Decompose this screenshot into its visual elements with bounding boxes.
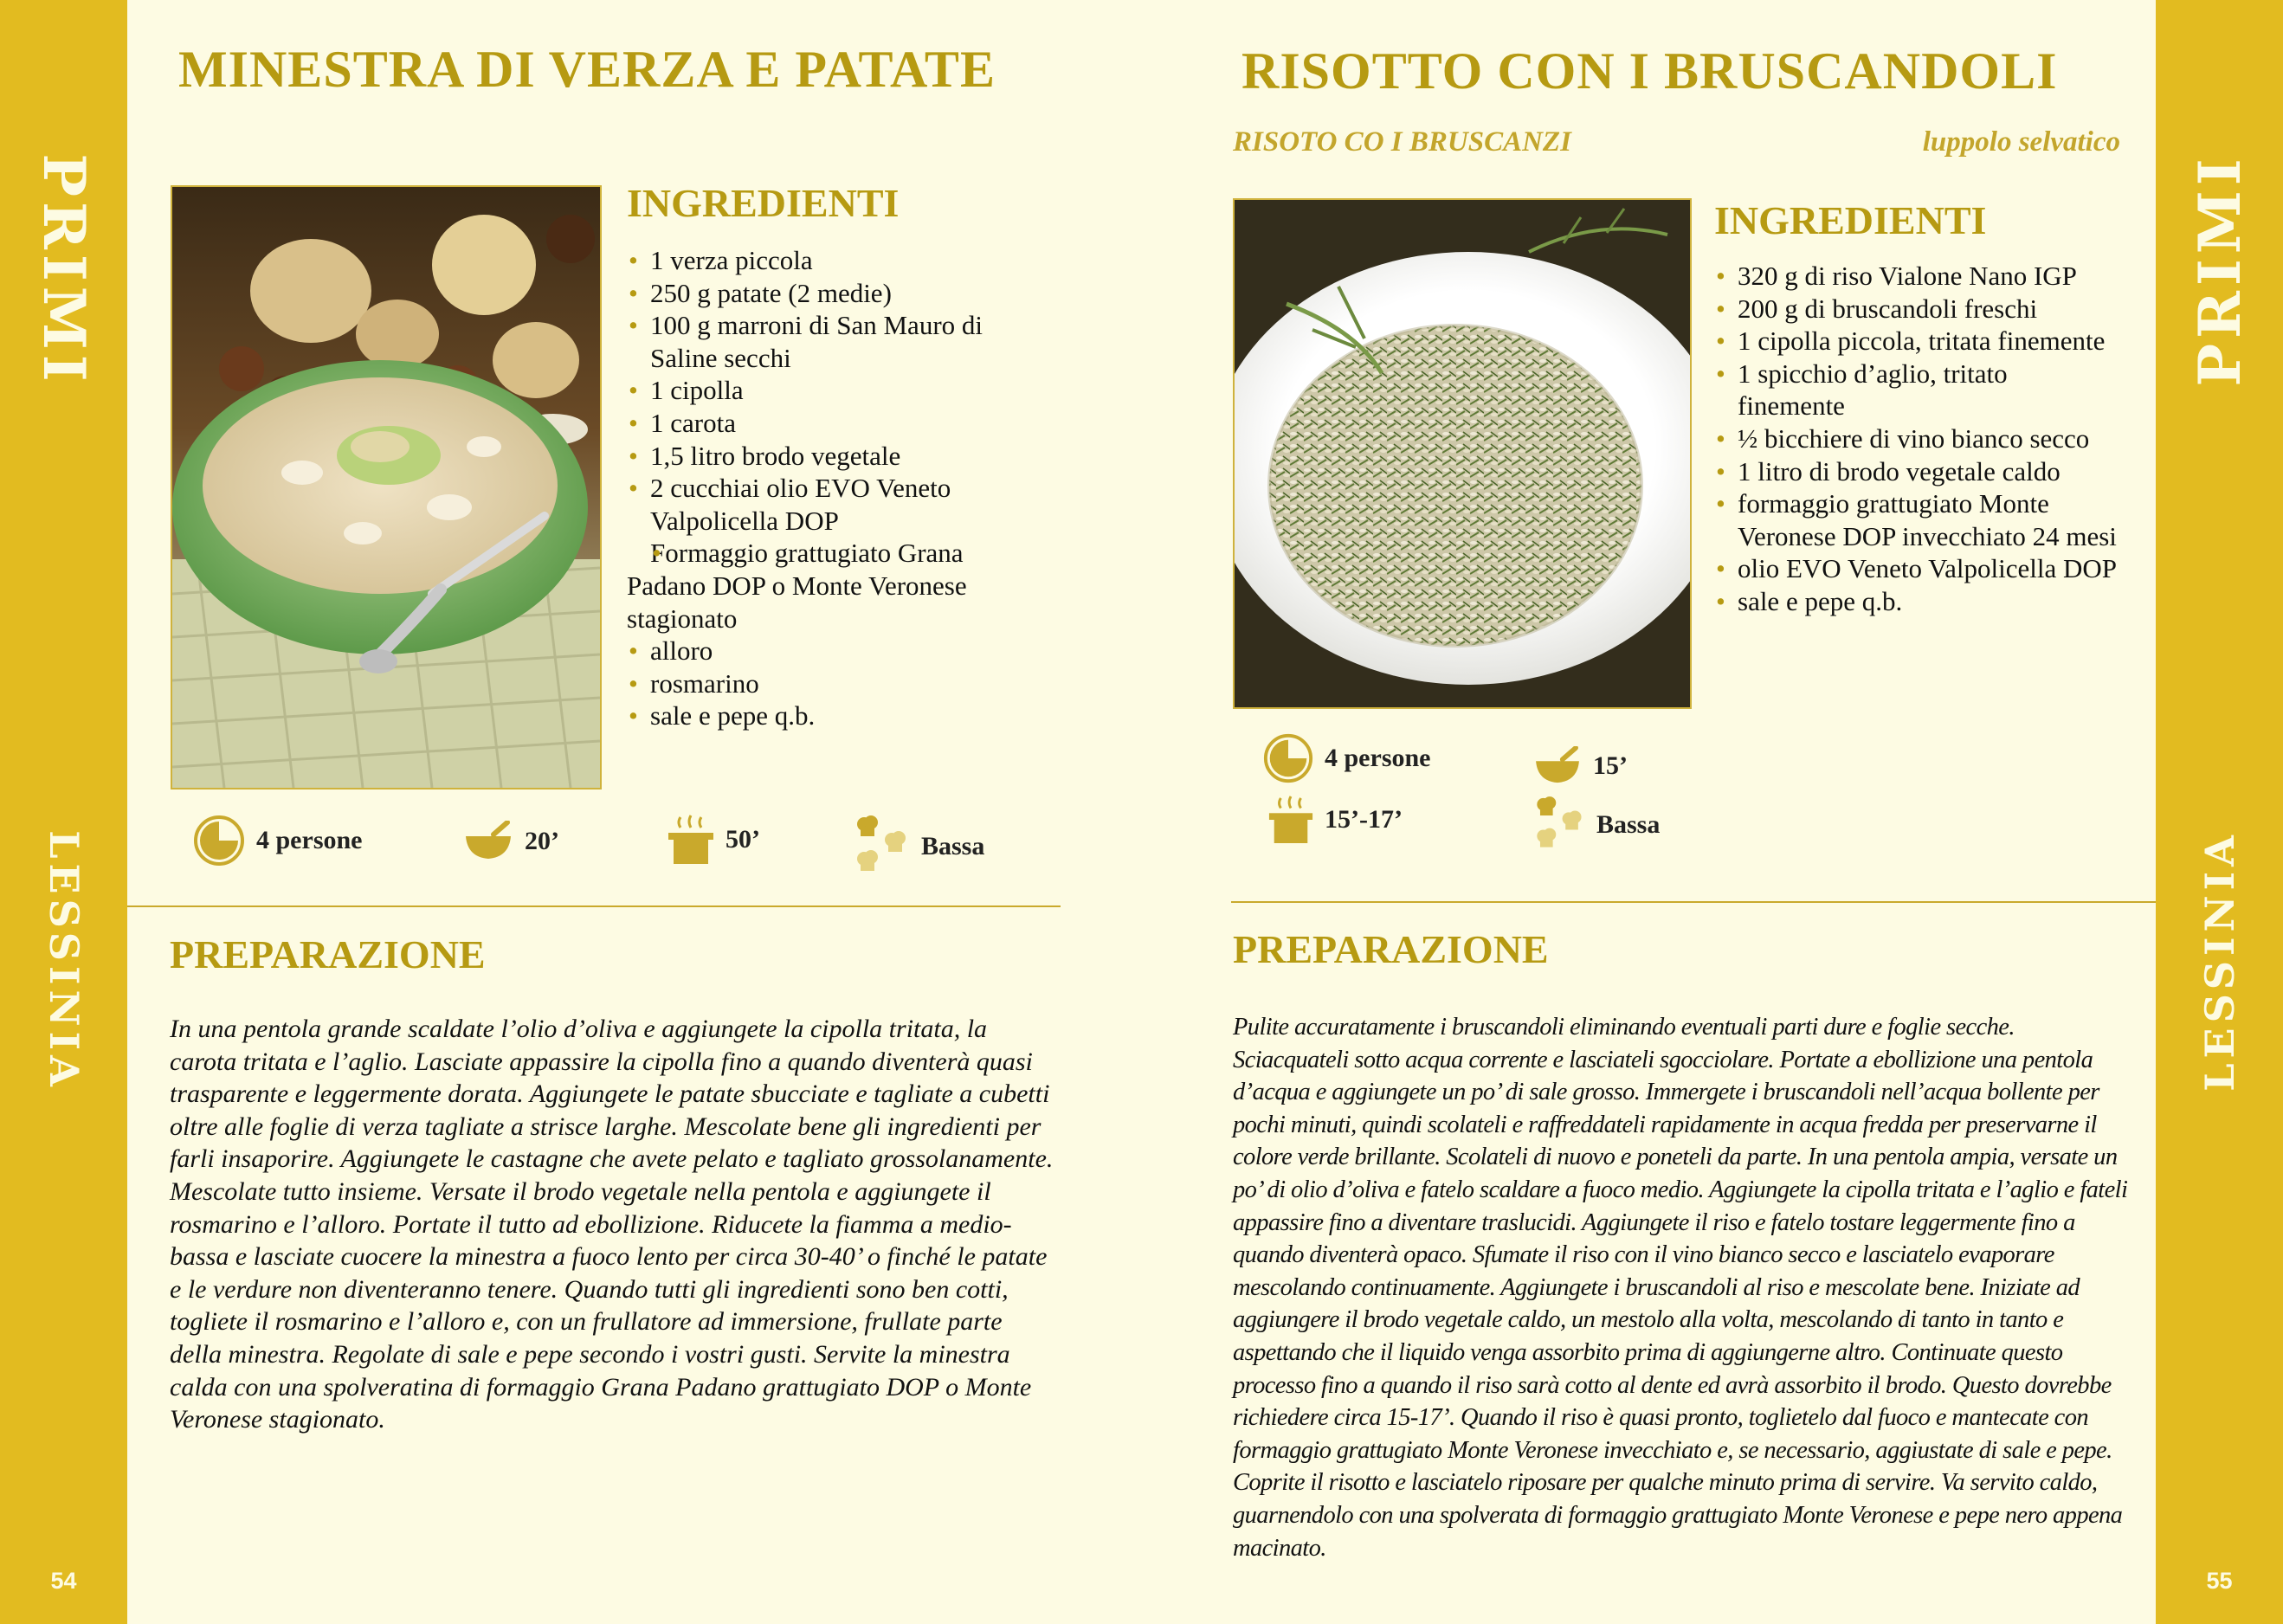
chef-hat-icon (850, 814, 911, 880)
page-number: 55 (2206, 1568, 2233, 1594)
soup-photo-illustration (172, 187, 600, 788)
list-item: • sale e pepe q.b. (1714, 585, 2121, 618)
ingredients-list (627, 244, 1034, 732)
right-side-band (2156, 0, 2283, 1624)
difficulty-meta (1531, 795, 1660, 855)
dialect-name: RISOTO CO I BRUSCANZI (1233, 126, 1571, 158)
recipe-title: RISOTTO CON I BRUSCANDOLI (1241, 42, 2058, 100)
mortar-pestle-icon (462, 821, 514, 862)
left-side-band (0, 0, 127, 1624)
list-item: • 100 g marroni di San Mauro di Saline secchi (627, 309, 1034, 374)
preparation-text: Pulite accuratamente i bruscandoli eliminando eventuali parti dure e foglie secche. Sciacquateli sotto acqua corrente e lasciateli sgocciolare. Portate a ebollizione una pentola d’acqua e aggiungete un po’ di sale grosso. Immergete i bruscandoli nell’acqua bollente per pochi minuti, quindi scolateli e raffreddateli rapidamente in acqua fredda per preservarne il colore verde brillante. Scolateli di nuovo e poneteli da parte. In una pentola ampia, versate un po’ di olio d’oliva e fatelo scaldare a fuoco medio. Aggiungete la cipolla tritata e l’aglio e fateli appassire fino a diventare traslucidi. Aggiungete il riso e fatelo tostare leggermente fino a quando diventerà opaco. Sfumate il riso con il vino bianco secco e lasciatelo evaporare mescolando continuamente. Aggiungete i bruscandoli al riso e mescolate bene. Iniziate ad aggiungere il brodo vegetale caldo, un mestolo alla volta, mescolando di tanto in tanto e aspettando che il liquido venga assorbito prima di aggiungerne altro. Continuate questo processo fino a quando il riso sarà cotto al dente ed avrà assorbito il brodo. Questo dovrebbe richiedere circa 15-17’. Quando il riso è quasi pronto, toglietelo dal fuoco e mantecate con formaggio grattugiato Monte Veronese invecchiato e, se necessario, aggiustate di sale e pepe. Coprite il risotto e lasciatelo riposare per qualche minuto prima di servire. Va servito caldo, guarnendolo con una spolverata di formaggio grattugiato Monte Veronese e pepe nero appena macinato. (1233, 1014, 2128, 1562)
list-item: • olio EVO Veneto Valpolicella DOP (1714, 552, 2121, 585)
cook-time-text: 50’ (726, 825, 760, 854)
cook-time-text: 15’-17’ (1325, 805, 1403, 834)
recipe-photo (171, 185, 602, 789)
band-section-label: PRIMI (2185, 153, 2254, 387)
difficulty-text: Bassa (921, 832, 985, 860)
ingredients-heading: INGREDIENTI (627, 181, 900, 225)
mortar-pestle-icon (1532, 746, 1583, 786)
prep-time-text: 15’ (1593, 751, 1628, 780)
right-page (1141, 0, 2283, 1624)
servings-plate-icon (1262, 732, 1314, 784)
prep-time-meta (1532, 746, 1628, 786)
list-item: • formaggio grattugiato Monte Veronese DOP invecchiato 24 mesi (1714, 487, 2121, 552)
list-item: • rosmarino (627, 667, 1034, 700)
list-item: • Formaggio grattugiato Grana Padano DOP o Monte Veronese stagionato (627, 537, 1034, 635)
recipe-photo (1233, 198, 1692, 709)
recipe-title: MINESTRA DI VERZA E PATATE (178, 41, 996, 98)
preparation-heading: PREPARAZIONE (170, 932, 486, 976)
list-item: • 1,5 litro brodo vegetale (627, 440, 1034, 473)
difficulty-text: Bassa (1596, 810, 1661, 839)
risotto-photo-illustration (1235, 200, 1690, 707)
cook-time-meta (1267, 795, 1403, 845)
prep-time-meta (462, 821, 559, 862)
list-item: • 1 litro di brodo vegetale caldo (1714, 455, 2121, 488)
list-item: • 1 carota (627, 407, 1034, 440)
list-item: • 1 verza piccola (627, 244, 1034, 277)
list-item: • 250 g patate (2 medie) (627, 277, 1034, 310)
servings-meta (192, 814, 363, 867)
list-item: • sale e pepe q.b. (627, 699, 1034, 732)
preparation-text: In una pentola grande scaldate l’olio d’oliva e aggiungete la cipolla tritata, la carota tritata e l’aglio. Lasciate appassire la cipolla fino a quando diventerà quasi trasparente e leggermente dorata. Aggiungete le patate sbucciate e tagliate a cubetti oltre alle foglie di verza tagliate a strisce larghe. Mescolate bene gli ingredienti per farli insaporire. Aggiungete le castagne che avete pelato e tagliato grossolanamente. Mescolate tutto insieme. Versate il brodo vegetale nella pentola e aggiungete il rosmarino e l’alloro. Portate il tutto ad ebollizione. Riducete la fiamma a medio-bassa e lasciate cuocere la minestra a fuoco lento per circa 30-40’ o finché le patate e le verdure non diventeranno tenere. Quando tutti gli ingredienti sono ben cotti, togliete il rosmarino e l’alloro e, con un frullatore ad immersione, frullate parte della minestra. Regolate di sale e pepe secondo i vostri gusti. Servite la minestra calda con una spolveratina di formaggio Grana Padano grattugiato DOP o Monte Veronese stagionato. (170, 1015, 1054, 1434)
list-item: • 1 spicchio d’aglio, tritato finemente (1714, 358, 2121, 422)
cooking-pot-icon (1267, 795, 1314, 845)
difficulty-meta (850, 814, 984, 880)
band-section-label: PRIMI (29, 153, 98, 387)
list-item: • 2 cucchiai olio EVO Veneto Valpolicella DOP (627, 472, 1034, 537)
cooking-pot-icon (667, 814, 715, 866)
cook-time-meta (667, 814, 760, 866)
section-divider (127, 905, 1061, 907)
servings-plate-icon (192, 814, 246, 867)
section-divider (1231, 901, 2156, 903)
list-item: • ½ bicchiere di vino bianco secco (1714, 422, 2121, 455)
servings-text: 4 persone (1325, 744, 1431, 772)
servings-meta (1262, 732, 1431, 784)
prep-time-text: 20’ (525, 827, 559, 855)
list-item: • 1 cipolla (627, 374, 1034, 407)
left-page (0, 0, 1141, 1624)
list-item: • 320 g di riso Vialone Nano IGP (1714, 260, 2121, 293)
ingredients-list (1714, 260, 2121, 618)
servings-text: 4 persone (256, 826, 363, 854)
list-item: • 200 g di bruscandoli freschi (1714, 293, 2121, 325)
chef-hat-icon (1531, 795, 1586, 855)
list-item: • 1 cipolla piccola, tritata finemente (1714, 325, 2121, 358)
band-region-label: LESSINIA (40, 830, 87, 1092)
page-number: 54 (50, 1568, 77, 1594)
list-item: • alloro (627, 635, 1034, 667)
ingredient-note: luppolo selvatico (1922, 126, 2120, 158)
ingredients-heading: INGREDIENTI (1714, 198, 1987, 242)
preparation-heading: PREPARAZIONE (1233, 927, 1549, 971)
band-region-label: LESSINIA (2196, 830, 2243, 1092)
